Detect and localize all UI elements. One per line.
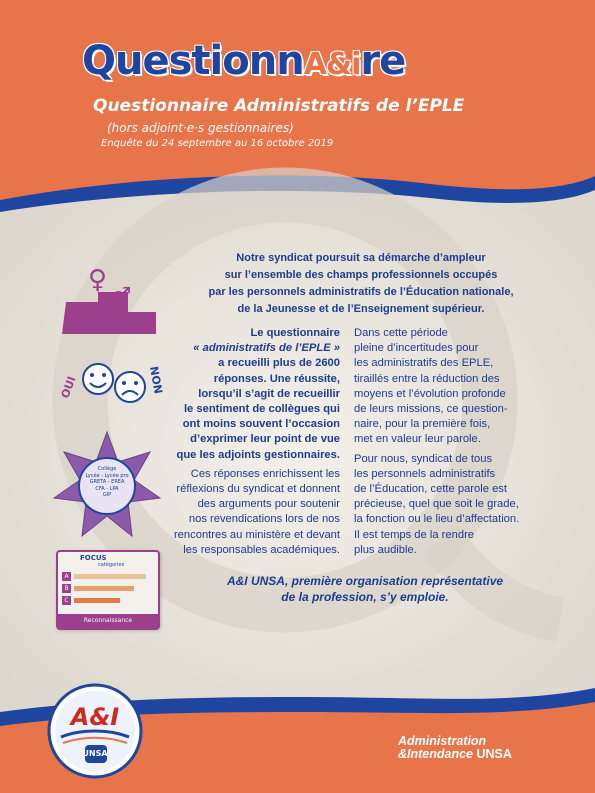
star-line: Collège — [97, 466, 117, 472]
intro-line: Notre syndicat poursuit sa démarche d’ampleur — [236, 252, 486, 264]
text-line: les personnels administratifs — [354, 467, 496, 480]
focus-row-label: B — [62, 584, 71, 593]
focus-subtitle: catégories — [98, 562, 125, 568]
establishments-star-icon — [52, 430, 162, 542]
star-line: Lycée - Lycée pro — [85, 472, 129, 479]
text-line: des arguments pour soutenir — [197, 498, 340, 511]
questionnaire-brand-logo — [82, 38, 405, 84]
text-line: a recueilli plus de 2600 — [218, 357, 340, 370]
survey-dates: Enquête du 24 septembre au 16 octobre 2019 — [101, 138, 334, 149]
focus-row-label: A — [62, 572, 71, 581]
text-line: Dans cette période — [354, 327, 448, 339]
ai-unsa-wordmark — [398, 735, 512, 761]
left-column — [152, 326, 340, 562]
left-paragraph-1 — [152, 326, 340, 463]
text-line: d’exprimer leur point de vue — [190, 433, 340, 446]
text-line: réponses. Une réussite, — [213, 372, 340, 385]
closing-line: de la profession, s’y emploie. — [281, 590, 449, 604]
oui-non-smileys-icon — [58, 355, 170, 415]
text-line: de l’Éducation, cette parole est — [354, 483, 507, 496]
text-line: précieuse, quel que soit le grade, — [354, 498, 519, 511]
right-paragraph-2 — [354, 452, 564, 558]
closing-statement — [200, 573, 530, 605]
intro-line: de la Jeunesse et de l’Enseignement supérieur. — [237, 303, 485, 315]
text-line: les administratifs des EPLE, — [354, 357, 494, 370]
text-line: moyens et l’évolution profonde — [354, 387, 506, 400]
page-subtitle: (hors adjoint·e·s gestionnaires) — [107, 121, 294, 135]
badge-unsa-text: UNSA — [82, 749, 108, 758]
ai-unsa-badge-logo — [47, 683, 143, 779]
wordmark-line2: &Intendance — [398, 747, 474, 761]
text-line: les responsables académiques. — [183, 543, 340, 556]
text-line: Il est temps de la rendre — [354, 528, 475, 541]
non-label: NON — [147, 365, 165, 395]
text-line: lorsqu’il s’agit de recueillir — [198, 387, 340, 400]
intro-paragraph — [172, 250, 550, 318]
intro-line: sur l’ensemble des champs professionnels occupés — [224, 269, 498, 281]
text-line: Ces réponses enrichissent les — [190, 467, 340, 480]
focus-title: FOCUS — [80, 554, 107, 562]
text-line: la fonction ou le lieu d’affectation. — [354, 513, 520, 526]
closing-line: A&I UNSA, première organisation représentative — [226, 574, 504, 588]
text-line: naire, pour la première fois, — [354, 418, 491, 431]
text-line: le sentiment de collègues qui — [183, 403, 340, 416]
text-line: Pour nous, syndicat de tous — [354, 452, 493, 465]
wordmark-unsa: UNSA — [476, 747, 512, 761]
svg-text:♂: ♂ — [110, 282, 132, 310]
star-line: CFA - LPA — [95, 485, 119, 492]
right-paragraph-1 — [354, 326, 564, 448]
page-title: Questionnaire Administratifs de l’EPLE — [93, 96, 465, 116]
svg-text:♀: ♀ — [88, 265, 108, 295]
text-line: nos revendications lors de nos — [188, 513, 340, 526]
brand-suffix: re — [360, 38, 406, 84]
focus-categories-icon — [56, 550, 160, 630]
star-line: GIP — [102, 492, 112, 499]
oui-label: OUI — [58, 374, 79, 401]
text-line: met en valeur leur parole. — [354, 433, 481, 446]
gender-podium-icon — [58, 262, 166, 342]
text-line: tiraillés entre la réduction des — [354, 372, 500, 385]
text-line: plus audible. — [354, 543, 417, 556]
star-line: GRETA - EREA — [89, 479, 125, 486]
text-line: rencontres au ministère et devant — [173, 528, 340, 541]
left-paragraph-2 — [152, 467, 340, 558]
text-line: pleine d’incertitudes pour — [354, 342, 479, 355]
text-line: réflexions du syndicat et donnent — [176, 483, 340, 496]
right-column — [354, 326, 564, 562]
intro-line: par les personnels administratifs de l’Éducation nationale, — [208, 286, 514, 298]
focus-row-label: C — [62, 596, 71, 605]
text-line: que les adjoints gestionnaires. — [176, 448, 340, 461]
badge-ai-text: A&I — [70, 703, 120, 731]
text-line: de leurs missions, ce question- — [354, 403, 508, 416]
brand-prefix: Questionn — [82, 38, 304, 84]
text-line: ont moins souvent l’occasion — [182, 418, 340, 431]
text-line: « administratifs de l’EPLE » — [193, 342, 340, 355]
focus-footer: Reconnaissance — [58, 614, 158, 628]
text-line: Le questionnaire — [250, 327, 340, 339]
brand-amp: A&i — [303, 47, 361, 82]
wordmark-line1: Administration — [398, 734, 487, 748]
